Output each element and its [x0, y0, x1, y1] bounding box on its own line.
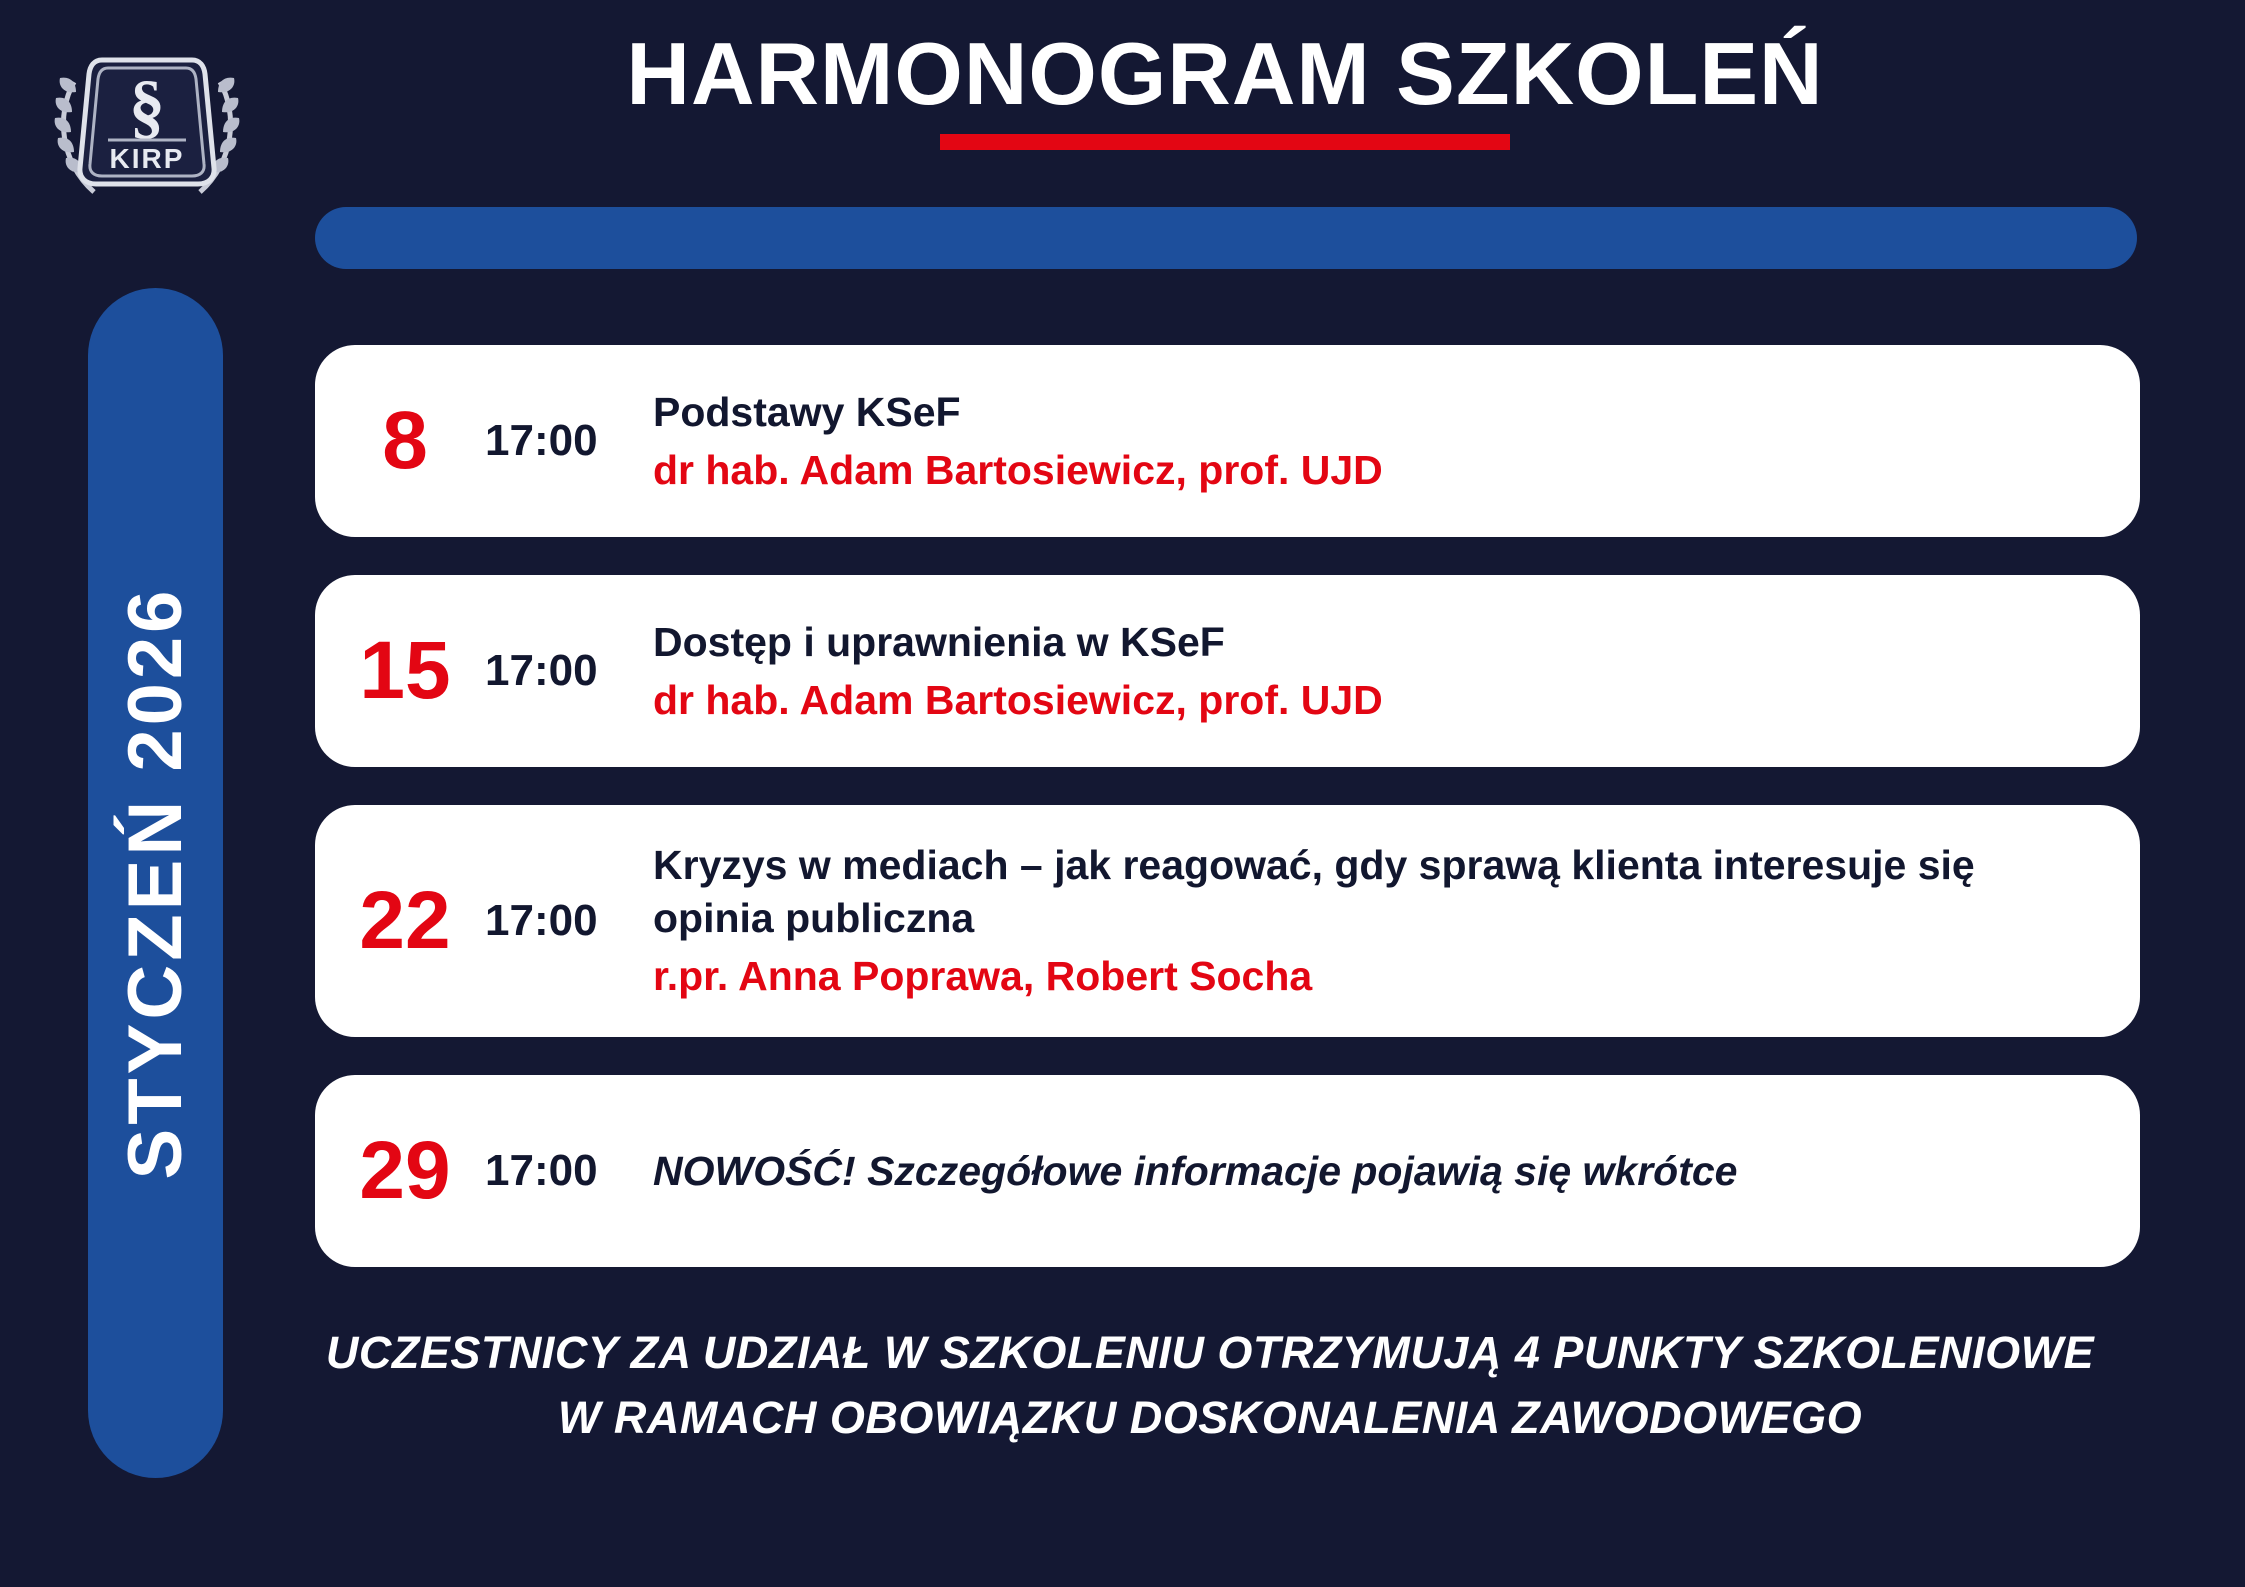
event-day: 8: [382, 395, 428, 486]
list-item[interactable]: [315, 805, 2140, 1037]
title-underline-divider: [940, 134, 1510, 150]
event-topic: Kryzys w mediach – jak reagować, gdy sprawą klienta interesuje się opinia publiczna: [653, 842, 1975, 941]
event-time: 17:00: [485, 896, 598, 945]
footer-line-1: UCZESTNICY ZA UDZIAŁ W SZKOLENIU OTRZYMUJĄ 4 PUNKTY SZKOLENIOWE: [325, 1327, 2095, 1378]
footer-note: [260, 1320, 2160, 1451]
event-speaker: r.pr. Anna Poprawa, Robert Socha: [653, 953, 1313, 1000]
month-rail: [88, 288, 223, 1478]
logo-paragraph-symbol: §: [129, 66, 165, 146]
event-text-block: [653, 386, 2140, 497]
schedule-list: [315, 345, 2140, 1305]
kirp-emblem-icon: [42, 22, 252, 232]
event-day: 29: [359, 1125, 451, 1216]
event-day: 22: [359, 875, 451, 966]
page-title: HARMONOGRAM SZKOLEŃ: [626, 24, 1824, 123]
event-time: 17:00: [485, 416, 598, 465]
logo-acronym: KIRP: [109, 143, 185, 174]
event-text-block: [653, 616, 2140, 727]
event-topic: NOWOŚĆ! Szczegółowe informacje pojawią się wkrótce: [653, 1147, 1738, 1194]
event-text-block: [653, 1145, 2140, 1197]
event-day: 15: [359, 625, 451, 716]
event-speaker: dr hab. Adam Bartosiewicz, prof. UJD: [653, 447, 1383, 493]
event-speaker: dr hab. Adam Bartosiewicz, prof. UJD: [653, 677, 1383, 723]
top-blue-bar: [315, 207, 2137, 269]
footer-line-2: W RAMACH OBOWIĄZKU DOSKONALENIA ZAWODOWEGO: [557, 1392, 1863, 1444]
list-item[interactable]: [315, 345, 2140, 537]
page-title-block: [300, 24, 2150, 150]
event-text-block: [653, 839, 2140, 1002]
event-time: 17:00: [485, 646, 598, 695]
month-label: STYCZEŃ 2026: [113, 586, 198, 1180]
event-time: 17:00: [485, 1146, 598, 1195]
event-topic: Podstawy KSeF: [653, 388, 961, 435]
event-topic: Dostęp i uprawnienia w KSeF: [653, 618, 1225, 665]
list-item[interactable]: [315, 575, 2140, 767]
list-item[interactable]: [315, 1075, 2140, 1267]
